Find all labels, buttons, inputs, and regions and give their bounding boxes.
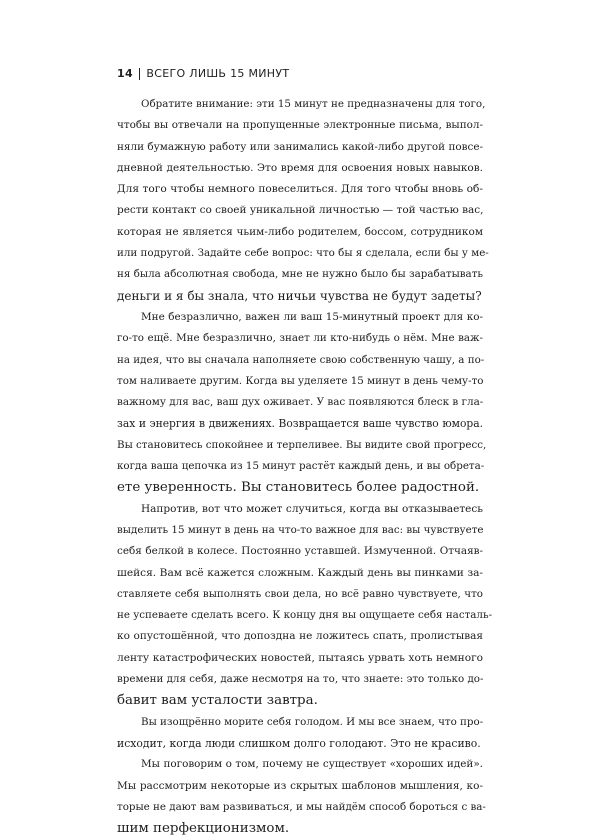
body-text bbox=[117, 94, 493, 839]
text-line: зах и энергия в движениях. Возвращается ваше чувство юмора. bbox=[117, 417, 483, 431]
page-number: 14 bbox=[117, 67, 133, 80]
text-line: том наливаете другим. Когда вы уделяете 15 минут в день чему-то bbox=[117, 374, 484, 387]
text-line: не успеваете сделать всего. К концу дня вы ощущаете себя насталь- bbox=[117, 609, 493, 622]
text-line: себя белкой в колесе. Постоянно уставшей. Измученной. Отчаяв- bbox=[117, 545, 483, 558]
text-line: или подругой. Задайте себе вопрос: что бы я сделала, если бы у ме- bbox=[117, 247, 489, 260]
text-line: ко опустошённой, что допоздна не ложитесь спать, пролистывая bbox=[117, 630, 483, 643]
text-line: ня была абсолютная свобода, мне не нужно было бы зарабатывать bbox=[117, 268, 483, 281]
text-line: дневной деятельностью. Это время для освоения новых навыков. bbox=[117, 161, 483, 174]
text-line: на идея, что вы сначала наполняете свою собственную чашу, а по- bbox=[117, 353, 485, 366]
text-line: Вы изощрённо морите себя голодом. И мы все знаем, что про- bbox=[141, 715, 484, 728]
text-line: Для того чтобы немного повеселиться. Для того чтобы вновь об- bbox=[117, 183, 483, 196]
book-title: ВСЕГО ЛИШЬ 15 МИНУТ bbox=[146, 67, 290, 80]
text-line: когда ваша цепочка из 15 минут растёт каждый день, и вы обрета- bbox=[117, 460, 485, 473]
text-line: Мне безразлично, важен ли ваш 15-минутный проект для ко- bbox=[141, 310, 483, 323]
running-head bbox=[117, 67, 289, 80]
text-line: го-то ещё. Мне безразлично, знает ли кто-нибудь о нём. Мне важ- bbox=[117, 332, 483, 345]
text-line: Мы поговорим о том, почему не существует «хороших идей». bbox=[141, 758, 483, 771]
text-line: исходит, когда люди слишком долго голодают. Это не красиво. bbox=[117, 736, 481, 750]
text-line: Обратите внимание: эти 15 минут не предназначены для того, bbox=[141, 98, 486, 110]
header-separator bbox=[139, 68, 141, 80]
text-line: Мы рассмотрим некоторые из скрытых шаблонов мышления, ко- bbox=[117, 779, 483, 792]
text-line: деньги и я бы знала, что ничьи чувства не будут задеты? bbox=[117, 288, 482, 303]
text-line: рести контакт со своей уникальной личностью — той частью вас, bbox=[117, 204, 484, 217]
text-line: ете уверенность. Вы становитесь более радостной. bbox=[117, 480, 480, 496]
text-line: которая не является чьим-либо родителем, боссом, сотрудником bbox=[117, 225, 483, 238]
text-line: чтобы вы отвечали на пропущенные электронные письма, выпол- bbox=[117, 119, 483, 132]
text-line: шейся. Вам всё кажется сложным. Каждый день вы пинками за- bbox=[117, 566, 483, 579]
text-line: важному для вас, ваш дух оживает. У вас появляются блеск в гла- bbox=[117, 396, 484, 409]
text-line: шим перфекционизмом. bbox=[117, 821, 290, 837]
text-line: Напротив, вот что может случиться, когда вы отказываетесь bbox=[141, 502, 483, 515]
text-line: ленту катастрофических новостей, пытаясь урвать хоть немного bbox=[117, 651, 483, 664]
text-line: бавит вам усталости завтра. bbox=[117, 693, 318, 709]
text-line: торые не дают вам развиваться, и мы найдём способ бороться с ва- bbox=[117, 800, 486, 813]
text-line: ставляете себя выполнять свои дела, но всё равно чувствуете, что bbox=[117, 587, 483, 600]
text-line: няли бумажную работу или занимались какой-либо другой повсе- bbox=[117, 140, 483, 153]
text-line: выделить 15 минут в день на что-то важное для вас: вы чувствуете bbox=[117, 523, 484, 536]
text-line: Вы становитесь спокойнее и терпеливее. Вы видите свой прогресс, bbox=[117, 438, 487, 451]
text-line: времени для себя, даже несмотря на то, что знаете: это только до- bbox=[117, 673, 484, 686]
